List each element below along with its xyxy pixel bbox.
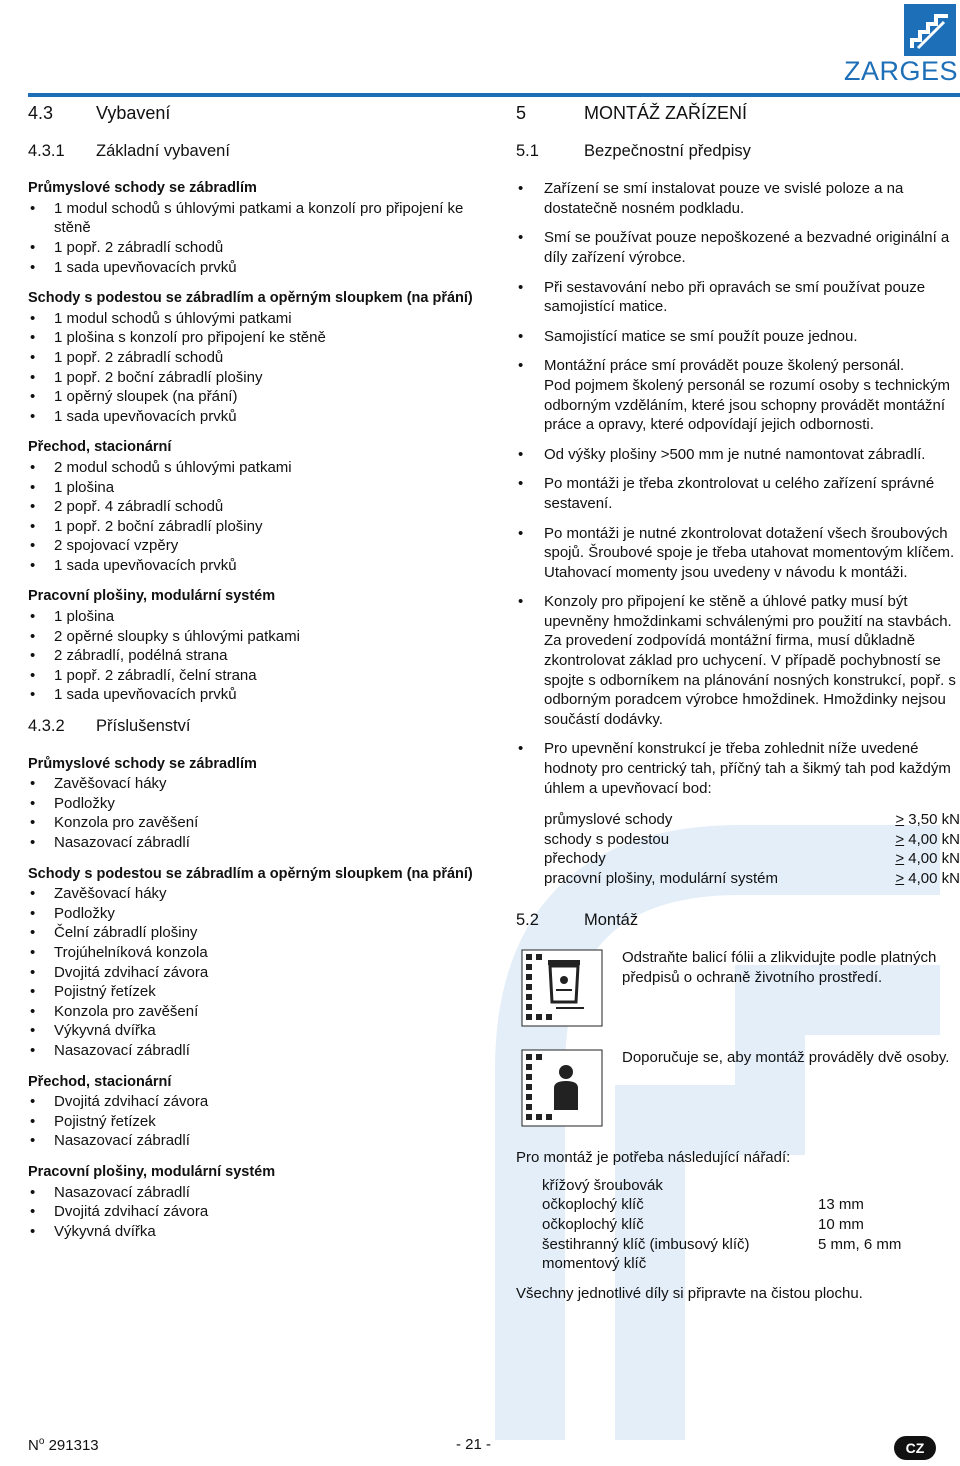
group-list: [28, 607, 483, 705]
list-item: • 1 plošina s konzolí pro připojení ke stěně: [28, 328, 483, 348]
section-title: Vybavení: [96, 103, 171, 123]
safety-rule-text: Od výšky plošiny >500 mm je nutné namontovat zábradlí.: [544, 445, 926, 463]
right-column: [516, 104, 960, 1303]
list-item: • Nasazovací zábradlí: [28, 1183, 483, 1203]
safety-rule: [516, 592, 960, 729]
list-item: • 2 modul schodů s úhlovými patkami: [28, 458, 483, 478]
group-heading: Pracovní plošiny, modulární systém: [28, 588, 276, 605]
load-number: 3,50 kN: [904, 811, 960, 829]
safety-rule: [516, 474, 960, 513]
closing-text: Všechny jednotlivé díly si připravte na čistou plochu.: [516, 1284, 863, 1302]
language-badge: CZ: [894, 1436, 936, 1460]
left-column: [28, 104, 483, 1253]
equipment-group: [28, 179, 483, 277]
safety-rule-text: Konzoly pro připojení ke stěně a úhlové patky musí být upevněny hmoždinkami schválenými pro použití na stavbách. Za provedení zodpovídá montážní firma, musí důkladně zkontrolovat základ pro uchycení. V případě pochybností se spojte s odborníkem na plánování nosných konstrukcí, popř. s odborným poradcem výrobce hmoždinek. Hmoždinky nejsou součástí dodávky.: [544, 593, 956, 728]
person-info-icon: [516, 1048, 614, 1128]
list-item: • 1 sada upevňovacích prvků: [28, 556, 483, 576]
equipment-group: [28, 1073, 483, 1151]
section-heading-4-3: [28, 104, 483, 124]
load-row: [516, 849, 960, 869]
safety-rule: [516, 356, 960, 434]
safety-rule: [516, 179, 960, 218]
load-value: [872, 849, 960, 869]
tool-size: 5 mm, 6 mm: [818, 1235, 902, 1253]
list-item: • Dvojitá zdvihací závora: [28, 963, 483, 983]
group-list: [28, 1092, 483, 1151]
list-item: • Zavěšovací háky: [28, 774, 483, 794]
tools-table: [542, 1176, 901, 1274]
list-item: • 1 popř. 2 zábradlí schodů: [28, 348, 483, 368]
list-item: • Podložky: [28, 904, 483, 924]
tool-row: [542, 1235, 901, 1274]
load-symbol: >: [895, 850, 905, 868]
equipment-group: [28, 755, 483, 853]
basic-equipment-groups: [28, 179, 483, 705]
safety-rule: [516, 445, 960, 465]
tool-row: [542, 1176, 901, 1196]
load-value: [872, 810, 960, 830]
section-number: 5.1: [516, 141, 539, 160]
list-item: • Podložky: [28, 794, 483, 814]
equipment-group: [28, 438, 483, 575]
group-list: [28, 458, 483, 576]
section-heading-5-2: [516, 911, 960, 931]
safety-rule-text: Pro upevnění konstrukcí je třeba zohlednit níže uvedené hodnoty pro centrický tah, příčný tah a šikmý tah pod každým úhlem a upevňovací bod:: [544, 740, 951, 797]
equipment-group: [28, 587, 483, 705]
group-list: [28, 884, 483, 1060]
tool-name: šestihranný klíč (imbusový klíč) momentový klíč: [542, 1235, 750, 1273]
section-title: Příslušenství: [96, 717, 191, 736]
list-item: • Konzola pro zavěšení: [28, 1002, 483, 1022]
section-title: MONTÁŽ ZAŘÍZENÍ: [584, 103, 747, 123]
load-label: přechody: [544, 850, 606, 868]
doc-prefix: N: [28, 1437, 39, 1454]
safety-rule-text: Montážní práce smí provádět pouze školený personál.: [544, 357, 905, 375]
group-list: [28, 309, 483, 427]
tool-row: [542, 1195, 901, 1215]
load-symbol: >: [895, 870, 905, 887]
safety-rule-text: Při sestavování nebo při opravách se smí používat pouze samojistící matice.: [544, 278, 926, 316]
tool-row: [542, 1215, 901, 1235]
list-item: • 1 popř. 2 zábradlí schodů: [28, 238, 483, 258]
section-number: 5.2: [516, 910, 539, 929]
list-item: • 1 plošina: [28, 607, 483, 627]
section-title: Bezpečnostní předpisy: [584, 141, 751, 160]
two-person-note-text: Doporučuje se, aby montáž prováděly dvě osoby.: [622, 1049, 950, 1067]
list-item: • Pojistný řetízek: [28, 1112, 483, 1132]
equipment-group: [28, 1163, 483, 1241]
safety-rule: [516, 524, 960, 583]
load-number: 4,00 kN: [904, 870, 960, 887]
list-item: • 1 modul schodů s úhlovými patkami a konzolí pro připojení ke stěně: [28, 199, 483, 238]
list-item: • Pojistný řetízek: [28, 982, 483, 1002]
list-item: • 1 sada upevňovacích prvků: [28, 258, 483, 278]
list-item: • Čelní zábradlí plošiny: [28, 923, 483, 943]
list-item: • 1 modul schodů s úhlovými patkami: [28, 309, 483, 329]
tool-size: [818, 1176, 901, 1196]
doc-superscript: o: [38, 1436, 45, 1447]
accessory-groups: [28, 755, 483, 1242]
list-item: • Nasazovací zábradlí: [28, 1131, 483, 1151]
list-item: • 1 popř. 2 boční zábradlí plošiny: [28, 368, 483, 388]
section-heading-5-1: [516, 142, 960, 162]
two-person-note: [516, 1048, 960, 1128]
list-item: • Dvojitá zdvihací závora: [28, 1202, 483, 1222]
header-rule: [28, 93, 960, 97]
doc-number-value: 291313: [44, 1437, 99, 1454]
equipment-group: [28, 865, 483, 1061]
list-item: • Zavěšovací háky: [28, 884, 483, 904]
load-label: pracovní plošiny, modulární systém: [544, 870, 778, 887]
safety-rule: [516, 278, 960, 317]
list-item: • Nasazovací zábradlí: [28, 1041, 483, 1061]
list-item: • 2 popř. 4 zábradlí schodů: [28, 497, 483, 517]
safety-rule-detail: Pod pojmem školený personál se rozumí osoby s technickým odborným vzděláním, které jsou schopny provádět montážní práce a opravy, které odpovídají jejich odbornosti.: [544, 376, 951, 434]
recycling-note-text: Odstraňte balicí fólii a zlikvidujte podle platných předpisů o ochraně životního prostředí.: [622, 949, 937, 986]
load-row: [516, 810, 960, 830]
group-heading: Schody s podestou se zábradlím a opěrným sloupkem (na přání): [28, 290, 473, 307]
section-title: Montáž: [584, 910, 639, 929]
recycle-bin-icon: [516, 948, 614, 1028]
group-heading: Průmyslové schody se zábradlím: [28, 755, 257, 772]
list-item: • 2 opěrné sloupky s úhlovými patkami: [28, 627, 483, 647]
equipment-group: [28, 289, 483, 426]
list-item: • 1 popř. 2 zábradlí, čelní strana: [28, 666, 483, 686]
load-symbol: >: [895, 830, 905, 848]
tools-intro: Pro montáž je potřeba následující nářadí:: [516, 1149, 791, 1167]
list-item: • 1 popř. 2 boční zábradlí plošiny: [28, 517, 483, 537]
load-number: 4,00 kN: [904, 830, 960, 848]
load-row: [516, 869, 960, 889]
group-heading: Průmyslové schody se zábradlím: [28, 180, 257, 197]
section-heading-4-3-2: [28, 717, 483, 737]
list-item: • Výkyvná dvířka: [28, 1222, 483, 1242]
safety-rule: [516, 327, 960, 347]
section-number: 4.3: [28, 103, 54, 123]
group-heading: Přechod, stacionární: [28, 439, 172, 456]
group-list: [28, 1183, 483, 1242]
load-value: [872, 869, 960, 889]
document-number: [28, 1436, 99, 1454]
tool-size: 13 mm: [818, 1196, 864, 1214]
zarges-logo-icon: [904, 4, 956, 56]
load-row: [516, 830, 960, 850]
safety-rule: [516, 739, 960, 798]
safety-rule-text: Samojistící matice se smí použít pouze jednou.: [544, 327, 858, 345]
group-list: [28, 199, 483, 277]
list-item: • 2 zábradlí, podélná strana: [28, 646, 483, 666]
list-item: • Konzola pro zavěšení: [28, 813, 483, 833]
recycling-note: [516, 948, 960, 1028]
brand-logo-text: ZARGES: [843, 56, 958, 86]
safety-rule-text: Zařízení se smí instalovat pouze ve svislé poloze a na dostatečně nosném podkladu.: [544, 180, 904, 217]
list-item: • 1 plošina: [28, 478, 483, 498]
tool-name: křížový šroubovák: [542, 1176, 663, 1194]
list-item: • Dvojitá zdvihací závora: [28, 1092, 483, 1112]
section-title: Základní vybavení: [96, 141, 230, 160]
list-item: • Výkyvná dvířka: [28, 1021, 483, 1041]
load-values-table: [516, 810, 960, 888]
safety-rule-text: Smí se používat pouze nepoškozené a bezvadné originální a díly zařízení výrobce.: [544, 229, 950, 266]
tool-name: očkoplochý klíč: [542, 1215, 644, 1233]
section-number: 5: [516, 103, 527, 123]
load-label: průmyslové schody: [544, 811, 673, 829]
list-item: • 1 sada upevňovacích prvků: [28, 407, 483, 427]
list-item: • Nasazovací zábradlí: [28, 833, 483, 853]
list-item: • 1 sada upevňovacích prvků: [28, 685, 483, 705]
group-heading: Pracovní plošiny, modulární systém: [28, 1163, 276, 1180]
section-heading-5: [516, 104, 960, 124]
safety-rule-text: Po montáži je nutné zkontrolovat dotažení všech šroubových spojů. Šroubové spoje je třeba utahovat momentovým klíčem. Utahovací momenty jsou uvedeny v návodu k montáži.: [544, 524, 955, 581]
safety-rule: [516, 228, 960, 267]
section-number: 4.3.1: [28, 141, 65, 160]
tool-name: očkoplochý klíč: [542, 1196, 644, 1214]
list-item: • 1 opěrný sloupek (na přání): [28, 387, 483, 407]
section-number: 4.3.2: [28, 717, 65, 736]
load-symbol: >: [895, 811, 905, 829]
page-number: - 21 -: [456, 1436, 492, 1453]
section-heading-4-3-1: [28, 142, 483, 162]
list-item: • 2 spojovací vzpěry: [28, 536, 483, 556]
load-label: schody s podestou: [544, 830, 670, 848]
safety-rules-list: [516, 179, 960, 798]
group-heading: Schody s podestou se zábradlím a opěrným sloupkem (na přání): [28, 865, 473, 882]
load-number: 4,00 kN: [904, 850, 960, 868]
safety-rule-text: Po montáži je třeba zkontrolovat u celého zařízení správné sestavení.: [544, 475, 935, 512]
load-value: [872, 830, 960, 850]
group-heading: Přechod, stacionární: [28, 1073, 172, 1090]
tool-size: 10 mm: [818, 1215, 864, 1233]
group-list: [28, 774, 483, 852]
list-item: • Trojúhelníková konzola: [28, 943, 483, 963]
